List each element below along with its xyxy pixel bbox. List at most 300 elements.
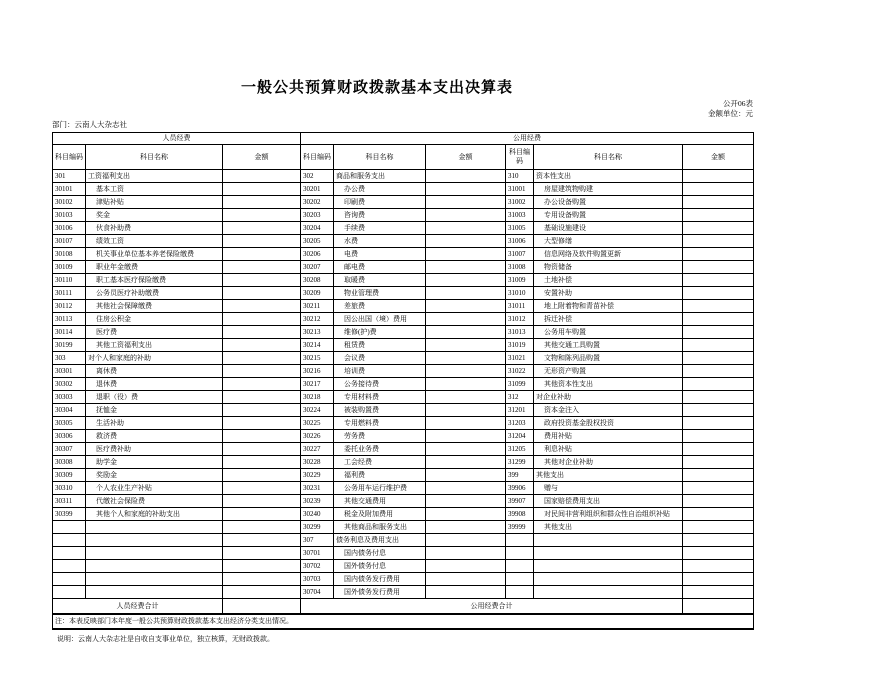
cell-name: 个人农业生产补贴 bbox=[86, 482, 223, 495]
cell-amount bbox=[426, 469, 506, 482]
cell-amount bbox=[426, 560, 506, 573]
cell-amount bbox=[223, 183, 301, 196]
cell-code: 30239 bbox=[301, 495, 334, 508]
cell-amount bbox=[683, 352, 754, 365]
cell-code: 30302 bbox=[53, 378, 86, 391]
cell-name: 专用材料费 bbox=[334, 391, 426, 404]
cell-amount bbox=[426, 378, 506, 391]
table-row bbox=[53, 534, 754, 547]
cell-code bbox=[53, 534, 86, 547]
cell-name: 对企业补助 bbox=[534, 391, 683, 404]
cell-name bbox=[86, 586, 223, 599]
cell-amount bbox=[683, 534, 754, 547]
cell-name: 其他资本性支出 bbox=[534, 378, 683, 391]
cell-code bbox=[506, 586, 534, 599]
cell-code bbox=[53, 547, 86, 560]
cell-amount bbox=[426, 430, 506, 443]
cell-amount bbox=[683, 547, 754, 560]
cell-code: 30224 bbox=[301, 404, 334, 417]
cell-code: 31003 bbox=[506, 209, 534, 222]
cell-amount bbox=[223, 521, 301, 534]
cell-name: 福利费 bbox=[334, 469, 426, 482]
cell-code: 30214 bbox=[301, 339, 334, 352]
cell-code bbox=[506, 573, 534, 586]
cell-amount bbox=[683, 521, 754, 534]
cell-name: 退职（役）费 bbox=[86, 391, 223, 404]
cell-name: 对个人和家庭的补助 bbox=[86, 352, 223, 365]
cell-amount bbox=[683, 469, 754, 482]
table-row bbox=[53, 547, 754, 560]
cell-code: 30205 bbox=[301, 235, 334, 248]
table-row bbox=[53, 248, 754, 261]
cell-code: 30218 bbox=[301, 391, 334, 404]
table-row bbox=[53, 287, 754, 300]
cell-code: 30703 bbox=[301, 573, 334, 586]
table-row bbox=[53, 326, 754, 339]
amount-unit: 金额单位：元 bbox=[708, 108, 753, 118]
col-header-amount-3: 金额 bbox=[683, 145, 754, 170]
cell-code: 399 bbox=[506, 469, 534, 482]
cell-name: 公务用车运行维护费 bbox=[334, 482, 426, 495]
cell-amount bbox=[223, 482, 301, 495]
cell-name: 职工基本医疗保险缴费 bbox=[86, 274, 223, 287]
cell-amount bbox=[683, 222, 754, 235]
cell-name: 商品和服务支出 bbox=[334, 170, 426, 183]
cell-code: 31099 bbox=[506, 378, 534, 391]
cell-code: 30304 bbox=[53, 404, 86, 417]
table-row bbox=[53, 378, 754, 391]
cell-code: 31204 bbox=[506, 430, 534, 443]
cell-code: 30211 bbox=[301, 300, 334, 313]
cell-name: 其他对企业补助 bbox=[534, 456, 683, 469]
cell-name: 印刷费 bbox=[334, 196, 426, 209]
table-row bbox=[53, 365, 754, 378]
cell-name: 培训费 bbox=[334, 365, 426, 378]
cell-amount bbox=[223, 547, 301, 560]
cell-name: 专用设备购置 bbox=[534, 209, 683, 222]
cell-code: 30308 bbox=[53, 456, 86, 469]
cell-amount bbox=[426, 339, 506, 352]
cell-name: 公务用车购置 bbox=[534, 326, 683, 339]
cell-name: 国内债务发行费用 bbox=[334, 573, 426, 586]
cell-name: 税金及附加费用 bbox=[334, 508, 426, 521]
cell-amount bbox=[426, 183, 506, 196]
cell-amount bbox=[223, 404, 301, 417]
cell-name: 国外债务付息 bbox=[334, 560, 426, 573]
table-row bbox=[53, 560, 754, 573]
cell-name: 资本性支出 bbox=[534, 170, 683, 183]
cell-amount bbox=[426, 391, 506, 404]
cell-amount bbox=[683, 287, 754, 300]
group-header-row bbox=[53, 133, 754, 145]
cell-amount bbox=[683, 586, 754, 599]
table-row bbox=[53, 196, 754, 209]
cell-code: 30303 bbox=[53, 391, 86, 404]
cell-code: 30217 bbox=[301, 378, 334, 391]
cell-name: 对民间非营利组织和群众性自治组织补贴 bbox=[534, 508, 683, 521]
cell-code: 30106 bbox=[53, 222, 86, 235]
cell-name: 抚恤金 bbox=[86, 404, 223, 417]
cell-amount bbox=[223, 222, 301, 235]
cell-amount bbox=[223, 170, 301, 183]
cell-name: 职业年金缴费 bbox=[86, 261, 223, 274]
cell-amount bbox=[683, 261, 754, 274]
cell-code: 30704 bbox=[301, 586, 334, 599]
cell-code: 30215 bbox=[301, 352, 334, 365]
cell-amount bbox=[426, 300, 506, 313]
cell-amount bbox=[426, 222, 506, 235]
cell-name: 政府投资基金股权投资 bbox=[534, 417, 683, 430]
cell-amount bbox=[223, 573, 301, 586]
cell-name bbox=[86, 560, 223, 573]
table-row bbox=[53, 209, 754, 222]
cell-code: 303 bbox=[53, 352, 86, 365]
cell-code: 31201 bbox=[506, 404, 534, 417]
cell-amount bbox=[223, 378, 301, 391]
cell-amount bbox=[426, 443, 506, 456]
cell-name: 手续费 bbox=[334, 222, 426, 235]
cell-code: 30207 bbox=[301, 261, 334, 274]
cell-code: 31021 bbox=[506, 352, 534, 365]
cell-name: 医疗费补助 bbox=[86, 443, 223, 456]
cell-code: 30202 bbox=[301, 196, 334, 209]
table-row bbox=[53, 274, 754, 287]
cell-name bbox=[534, 573, 683, 586]
cell-amount bbox=[683, 196, 754, 209]
cell-amount bbox=[223, 469, 301, 482]
cell-amount bbox=[426, 170, 506, 183]
cell-code: 30299 bbox=[301, 521, 334, 534]
cell-name: 基础设施建设 bbox=[534, 222, 683, 235]
cell-name: 生活补助 bbox=[86, 417, 223, 430]
cell-code: 30213 bbox=[301, 326, 334, 339]
cell-amount bbox=[683, 560, 754, 573]
cell-amount bbox=[223, 287, 301, 300]
cell-name: 利息补贴 bbox=[534, 443, 683, 456]
cell-amount bbox=[683, 248, 754, 261]
cell-code: 30102 bbox=[53, 196, 86, 209]
cell-name: 会议费 bbox=[334, 352, 426, 365]
cell-amount bbox=[223, 560, 301, 573]
table-row bbox=[53, 417, 754, 430]
cell-code: 30231 bbox=[301, 482, 334, 495]
cell-name bbox=[86, 521, 223, 534]
cell-name: 大型修缮 bbox=[534, 235, 683, 248]
cell-code: 30229 bbox=[301, 469, 334, 482]
cell-amount bbox=[223, 248, 301, 261]
cell-amount bbox=[683, 508, 754, 521]
cell-code bbox=[53, 521, 86, 534]
cell-amount bbox=[223, 339, 301, 352]
cell-code bbox=[53, 586, 86, 599]
cell-code: 39906 bbox=[506, 482, 534, 495]
public-total-label: 公用经费合计 bbox=[301, 599, 683, 615]
cell-name: 其他个人和家庭的补助支出 bbox=[86, 508, 223, 521]
cell-name: 土地补偿 bbox=[534, 274, 683, 287]
cell-name: 因公出国（境）费用 bbox=[334, 313, 426, 326]
table-row bbox=[53, 391, 754, 404]
cell-name: 咨询费 bbox=[334, 209, 426, 222]
cell-code: 30305 bbox=[53, 417, 86, 430]
cell-amount bbox=[683, 209, 754, 222]
table-row bbox=[53, 495, 754, 508]
col-header-name-1: 科目名称 bbox=[86, 145, 223, 170]
cell-amount bbox=[683, 300, 754, 313]
cell-name: 办公设备购置 bbox=[534, 196, 683, 209]
cell-amount bbox=[223, 508, 301, 521]
cell-name: 无形资产购置 bbox=[534, 365, 683, 378]
personnel-total-label: 人员经费合计 bbox=[53, 599, 223, 615]
cell-code: 30203 bbox=[301, 209, 334, 222]
cell-amount bbox=[426, 508, 506, 521]
table-row bbox=[53, 573, 754, 586]
cell-name: 水费 bbox=[334, 235, 426, 248]
cell-amount bbox=[426, 365, 506, 378]
cell-code: 30301 bbox=[53, 365, 86, 378]
cell-amount bbox=[683, 326, 754, 339]
cell-name: 国外债务发行费用 bbox=[334, 586, 426, 599]
cell-code: 30306 bbox=[53, 430, 86, 443]
table-row bbox=[53, 521, 754, 534]
cell-amount bbox=[683, 313, 754, 326]
cell-code: 30228 bbox=[301, 456, 334, 469]
cell-amount bbox=[223, 326, 301, 339]
col-header-amount-2: 金额 bbox=[426, 145, 506, 170]
cell-code: 30310 bbox=[53, 482, 86, 495]
cell-amount bbox=[223, 274, 301, 287]
cell-amount bbox=[223, 352, 301, 365]
table-row bbox=[53, 508, 754, 521]
group-header-public: 公用经费 bbox=[301, 133, 754, 145]
cell-code: 31009 bbox=[506, 274, 534, 287]
cell-name: 办公费 bbox=[334, 183, 426, 196]
cell-name bbox=[86, 573, 223, 586]
cell-code: 39908 bbox=[506, 508, 534, 521]
public-total-amount bbox=[683, 599, 754, 615]
cell-amount bbox=[223, 534, 301, 547]
cell-amount bbox=[223, 456, 301, 469]
cell-code: 30111 bbox=[53, 287, 86, 300]
table-row bbox=[53, 430, 754, 443]
cell-amount bbox=[223, 365, 301, 378]
cell-code: 31203 bbox=[506, 417, 534, 430]
cell-name: 债务利息及费用支出 bbox=[334, 534, 426, 547]
cell-name: 其他交通费用 bbox=[334, 495, 426, 508]
cell-amount bbox=[223, 391, 301, 404]
cell-amount bbox=[683, 365, 754, 378]
cell-name: 资本金注入 bbox=[534, 404, 683, 417]
cell-code: 31007 bbox=[506, 248, 534, 261]
col-header-name-3: 科目名称 bbox=[534, 145, 683, 170]
cell-code: 31006 bbox=[506, 235, 534, 248]
cell-code: 31012 bbox=[506, 313, 534, 326]
cell-name: 奖金 bbox=[86, 209, 223, 222]
cell-name bbox=[86, 547, 223, 560]
cell-name: 房屋建筑物购建 bbox=[534, 183, 683, 196]
cell-name: 其他工资福利支出 bbox=[86, 339, 223, 352]
col-header-amount-1: 金额 bbox=[223, 145, 301, 170]
cell-code: 30107 bbox=[53, 235, 86, 248]
cell-code: 31019 bbox=[506, 339, 534, 352]
cell-name: 国内债务付息 bbox=[334, 547, 426, 560]
cell-amount bbox=[426, 586, 506, 599]
cell-amount bbox=[683, 443, 754, 456]
meta-block bbox=[52, 99, 753, 118]
cell-name: 住房公积金 bbox=[86, 313, 223, 326]
table-row bbox=[53, 469, 754, 482]
group-header-personnel: 人员经费 bbox=[53, 133, 301, 145]
cell-name: 其他社会保障缴费 bbox=[86, 300, 223, 313]
cell-name: 委托业务费 bbox=[334, 443, 426, 456]
cell-code: 30201 bbox=[301, 183, 334, 196]
cell-name: 赠与 bbox=[534, 482, 683, 495]
cell-amount bbox=[426, 534, 506, 547]
cell-amount bbox=[683, 430, 754, 443]
table-number: 公开06表 bbox=[723, 99, 753, 108]
cell-amount bbox=[426, 209, 506, 222]
cell-name: 差旅费 bbox=[334, 300, 426, 313]
cell-name: 拆迁补偿 bbox=[534, 313, 683, 326]
cell-name: 信息网络及软件购置更新 bbox=[534, 248, 683, 261]
cell-amount bbox=[683, 495, 754, 508]
cell-name bbox=[534, 547, 683, 560]
cell-code bbox=[506, 560, 534, 573]
cell-name: 津贴补贴 bbox=[86, 196, 223, 209]
cell-amount bbox=[426, 573, 506, 586]
table-row bbox=[53, 183, 754, 196]
cell-name: 劳务费 bbox=[334, 430, 426, 443]
cell-amount bbox=[426, 404, 506, 417]
cell-code: 302 bbox=[301, 170, 334, 183]
table-row bbox=[53, 456, 754, 469]
cell-amount bbox=[223, 443, 301, 456]
cell-code: 312 bbox=[506, 391, 534, 404]
column-header-row bbox=[53, 145, 754, 170]
cell-amount bbox=[683, 391, 754, 404]
page-title: 一般公共预算财政拨款基本支出决算表 bbox=[240, 79, 513, 96]
cell-code: 30212 bbox=[301, 313, 334, 326]
cell-amount bbox=[426, 274, 506, 287]
cell-name: 工会经费 bbox=[334, 456, 426, 469]
cell-amount bbox=[683, 456, 754, 469]
cell-amount bbox=[223, 261, 301, 274]
cell-name bbox=[534, 586, 683, 599]
cell-amount bbox=[223, 313, 301, 326]
cell-name: 公务员医疗补助缴费 bbox=[86, 287, 223, 300]
cell-amount bbox=[426, 495, 506, 508]
footnote: 说明：云南人大杂志社是自收自支事业单位，独立核算，无财政拨款。 bbox=[57, 635, 274, 643]
table-row bbox=[53, 586, 754, 599]
cell-name: 绩效工资 bbox=[86, 235, 223, 248]
col-header-name-2: 科目名称 bbox=[334, 145, 426, 170]
cell-name: 医疗费 bbox=[86, 326, 223, 339]
table-row bbox=[53, 300, 754, 313]
cell-code: 30227 bbox=[301, 443, 334, 456]
cell-code: 30399 bbox=[53, 508, 86, 521]
cell-amount bbox=[683, 170, 754, 183]
cell-amount bbox=[426, 248, 506, 261]
cell-name: 国家赔偿费用支出 bbox=[534, 495, 683, 508]
cell-amount bbox=[426, 417, 506, 430]
cell-name: 工资福利支出 bbox=[86, 170, 223, 183]
cell-code: 307 bbox=[301, 534, 334, 547]
cell-code: 30204 bbox=[301, 222, 334, 235]
cell-name: 物业管理费 bbox=[334, 287, 426, 300]
cell-amount bbox=[223, 300, 301, 313]
cell-amount bbox=[426, 352, 506, 365]
table-row bbox=[53, 261, 754, 274]
cell-code: 30309 bbox=[53, 469, 86, 482]
cell-name: 公务接待费 bbox=[334, 378, 426, 391]
cell-name: 专用燃料费 bbox=[334, 417, 426, 430]
cell-name: 其他商品和服务支出 bbox=[334, 521, 426, 534]
cell-amount bbox=[426, 235, 506, 248]
cell-name: 邮电费 bbox=[334, 261, 426, 274]
cell-code: 31011 bbox=[506, 300, 534, 313]
cell-name: 电费 bbox=[334, 248, 426, 261]
cell-amount bbox=[223, 235, 301, 248]
cell-code bbox=[53, 573, 86, 586]
total-row bbox=[53, 599, 754, 615]
cell-amount bbox=[223, 417, 301, 430]
table-row bbox=[53, 482, 754, 495]
cell-code: 30113 bbox=[53, 313, 86, 326]
cell-amount bbox=[426, 456, 506, 469]
cell-name bbox=[86, 534, 223, 547]
cell-code: 30209 bbox=[301, 287, 334, 300]
cell-code bbox=[506, 534, 534, 547]
cell-amount bbox=[223, 209, 301, 222]
cell-amount bbox=[683, 339, 754, 352]
cell-code: 30112 bbox=[53, 300, 86, 313]
cell-name: 地上附着物和青苗补偿 bbox=[534, 300, 683, 313]
cell-name: 其他支出 bbox=[534, 521, 683, 534]
cell-amount bbox=[683, 183, 754, 196]
cell-code: 39907 bbox=[506, 495, 534, 508]
cell-amount bbox=[426, 547, 506, 560]
table-row bbox=[53, 352, 754, 365]
cell-name: 物资储备 bbox=[534, 261, 683, 274]
cell-code: 310 bbox=[506, 170, 534, 183]
table-row bbox=[53, 170, 754, 183]
table-row bbox=[53, 443, 754, 456]
expenditure-table bbox=[52, 132, 754, 630]
cell-name: 费用补贴 bbox=[534, 430, 683, 443]
cell-name: 安置补助 bbox=[534, 287, 683, 300]
cell-name: 救济费 bbox=[86, 430, 223, 443]
cell-code: 31013 bbox=[506, 326, 534, 339]
cell-code: 31022 bbox=[506, 365, 534, 378]
cell-code: 30199 bbox=[53, 339, 86, 352]
cell-code: 31001 bbox=[506, 183, 534, 196]
cell-amount bbox=[426, 196, 506, 209]
cell-name bbox=[534, 560, 683, 573]
cell-amount bbox=[223, 430, 301, 443]
cell-name: 伙食补助费 bbox=[86, 222, 223, 235]
cell-name: 奖励金 bbox=[86, 469, 223, 482]
cell-code: 30109 bbox=[53, 261, 86, 274]
department-label: 部门：云南人大杂志社 bbox=[52, 120, 127, 129]
table-body bbox=[53, 133, 754, 630]
table-row bbox=[53, 339, 754, 352]
cell-amount bbox=[683, 404, 754, 417]
cell-amount bbox=[426, 261, 506, 274]
cell-amount bbox=[683, 573, 754, 586]
col-header-code-2: 科目编码 bbox=[301, 145, 334, 170]
cell-code: 30702 bbox=[301, 560, 334, 573]
table-row bbox=[53, 313, 754, 326]
cell-amount bbox=[683, 235, 754, 248]
